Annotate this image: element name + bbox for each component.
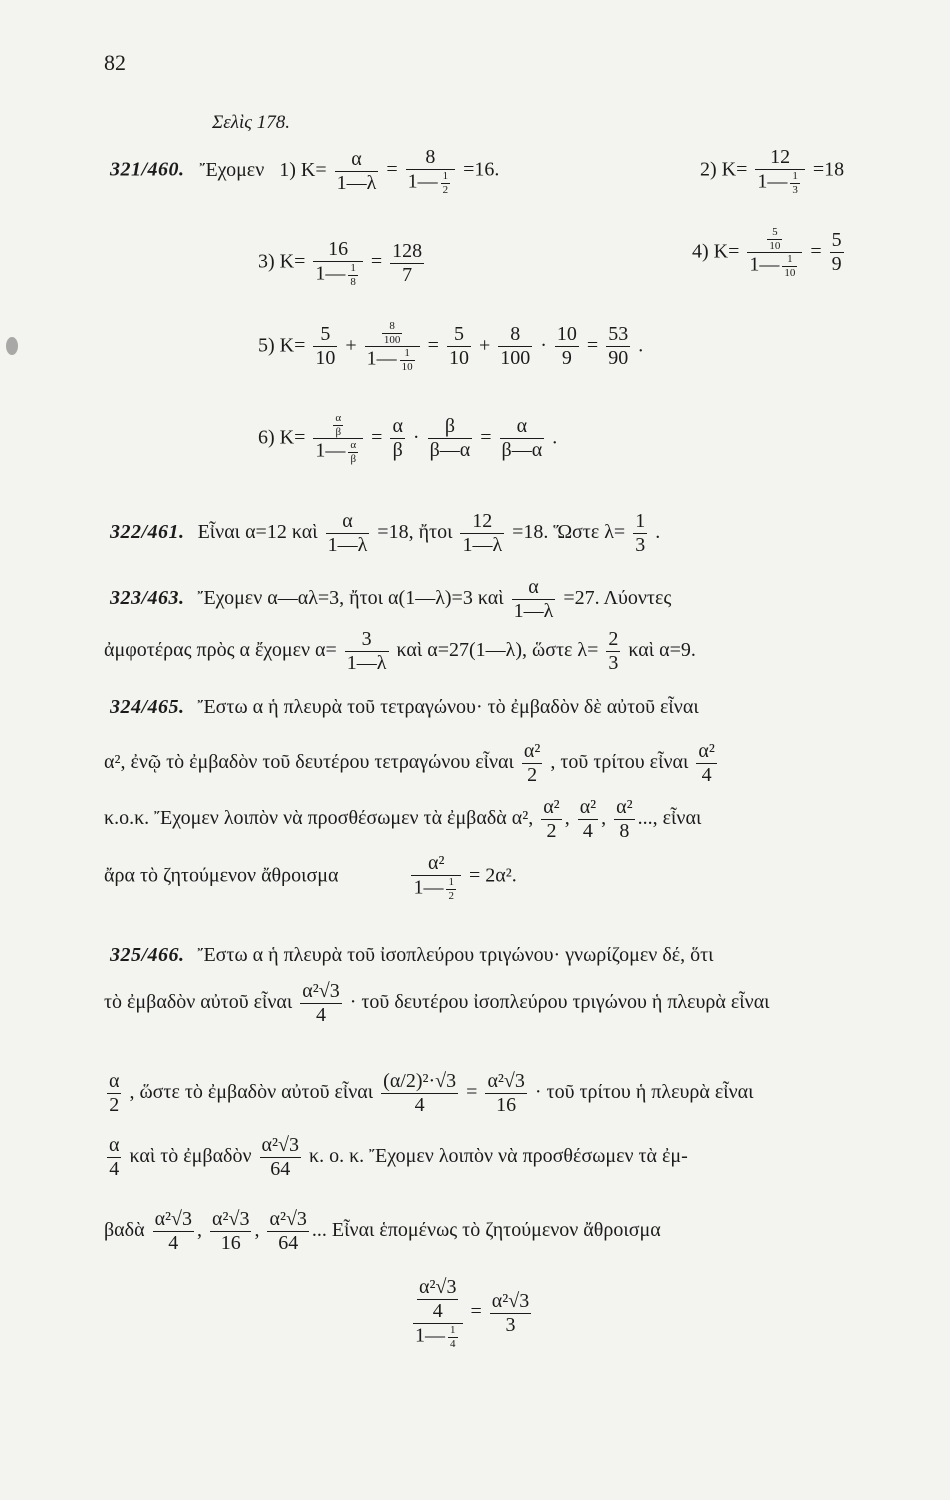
problem-324-line2: α², ἐνῷ τὸ ἐμβαδὸν τοῦ δευτέρου τετραγώνου εἶναι $\frac{\text{α²}}{2}$ , τοῦ τρίτου εἶναι $\frac{\text{α²}}{4}$ (104, 740, 715, 786)
problem-324-line4: ἄρα τὸ ζητούμενον ἄθροισμα α² 1— $\frac{1}{2}$ = 2α². (104, 852, 517, 902)
item-label: 1) Κ= (279, 158, 327, 181)
scan-blemish (6, 337, 18, 355)
problem-325-line2: τὸ ἐμβαδὸν αὐτοῦ εἶναι $\frac{\text{α²√3}}{4}$ · τοῦ δευτέρου ἰσοπλεύρου τριγώνου ἡ πλευρὰ εἶναι (104, 980, 770, 1026)
problem-321-item5: 5) Κ= $\frac{5}{10}$ + $\frac{8}{100}$ 1— $\frac{1}{10}$ = $\frac{5}{10}$ + $\frac{8}{100}$ · $\frac{10}{9}$ = $\frac{53}{90}$ . (258, 320, 644, 373)
problem-322: 322/461. Εἶναι α=12 καὶ $\frac{\alpha}{1—\lambda}$ =18, ἤτοι $\frac{12}{1—\lambda}$ =18. Ὥστε λ= $\frac{1}{3}$ . (110, 510, 661, 556)
fraction: 12 1— $\frac{1}{3}$ (755, 146, 805, 196)
problem-number: 324/465. (110, 696, 185, 718)
fraction: 8 1— $\frac{1}{2}$ (406, 146, 456, 196)
problem-325-line4: $\frac{\alpha}{4}$ καὶ τὸ ἐμβαδὸν $\frac{\text{α²√3}}{64}$ κ. ο. κ. Ἔχομεν λοιπὸν νὰ προσθέσωμεν τὰ ἐμ- (109, 1134, 688, 1180)
fraction: $\frac{5}{10}$ 1— $\frac{1}{10}$ (747, 226, 802, 280)
problem-325-line5: βαδὰ $\frac{\text{α²√3}}{4}$ , $\frac{\text{α²√3}}{16}$ , $\frac{\text{α²√3}}{64}$ ... Εἶναι ἑπομένως τὸ ζητούμενον ἄθροισμα (104, 1208, 661, 1254)
fraction: $\frac{\alpha}{1—\lambda}$ (336, 147, 377, 194)
fraction: 16 1— $\frac{1}{8}$ (313, 238, 363, 288)
problem-321-item4: 4) Κ= $\frac{5}{10}$ 1— $\frac{1}{10}$ = $\frac{5}{9}$ (692, 226, 842, 279)
fraction: $\frac{128}{7}$ (392, 239, 423, 286)
page-number: 82 (104, 50, 126, 75)
problem-325-line3: $\frac{\alpha}{2}$ , ὥστε τὸ ἐμβαδὸν αὐτοῦ εἶναι $\frac{\text{(α/2)²·√3}}{4}$ = $\frac{\text{α²√3}}{16}$ · τοῦ τρίτου ἡ πλευρὰ εἶναι (109, 1070, 754, 1116)
problem-323-line2: ἀμφοτέρας πρὸς α ἔχομεν α= $\frac{3}{1—\lambda}$ καὶ α=27(1—λ), ὥστε λ= $\frac{2}{3}$ καὶ α=9. (104, 628, 696, 674)
problem-321-line1: 321/460. Ἔχομεν 1) Κ= $\frac{\alpha}{1—\lambda}$ = 8 1— $\frac{1}{2}$ =16. (110, 146, 500, 196)
fraction: $\frac{5}{9}$ (831, 229, 842, 276)
problem-number: 321/460. (110, 158, 185, 181)
text: Ἔχομεν (199, 158, 265, 181)
problem-number: 323/463. (110, 587, 185, 610)
problem-325-result: $\frac{\text{α²√3}}{4}$ 1— $\frac{1}{4}$ = $\frac{\text{α²√3}}{3}$ (415, 1276, 530, 1350)
problem-number: 325/466. (110, 944, 185, 966)
problem-325-line1: 325/466. Ἔστω α ἡ πλευρὰ τοῦ ἰσοπλεύρου τριγώνου· γνωρίζομεν δέ, ὅτι (110, 944, 714, 966)
problem-321-item2: 2) Κ= 12 1— $\frac{1}{3}$ =18 (700, 146, 845, 196)
section-reference: Σελὶς 178. (212, 112, 290, 133)
problem-323-line1: 323/463. Ἔχομεν α—αλ=3, ἤτοι α(1—λ)=3 καὶ $\frac{\alpha}{1—\lambda}$ =27. Λύοντες (110, 576, 672, 622)
problem-324-line1: 324/465. Ἔστω α ἡ πλευρὰ τοῦ τετραγώνου· τὸ ἐμβαδὸν δὲ αὐτοῦ εἶναι (110, 696, 699, 718)
problem-number: 322/461. (110, 521, 185, 544)
problem-324-line3: κ.ο.κ. Ἔχομεν λοιπὸν νὰ προσθέσωμεν τὰ ἐμβαδὰ α², $\frac{\text{α²}}{2}$ , $\frac{\text{α²}}{4}$ , $\frac{\text{α²}}{8}$ ..., εἶναι (104, 796, 702, 842)
problem-321-item6: 6) Κ= $\frac{\alpha}{\beta}$ 1— $\frac{\alpha}{\beta}$ = $\frac{\alpha}{\beta}$ · $\frac{\beta}{\beta—\alpha}$ = $\frac{\alpha}{\beta—\alpha}$ . (258, 412, 558, 465)
problem-321-item3: 3) Κ= 16 1— $\frac{1}{8}$ = $\frac{128}{7}$ (258, 238, 423, 288)
